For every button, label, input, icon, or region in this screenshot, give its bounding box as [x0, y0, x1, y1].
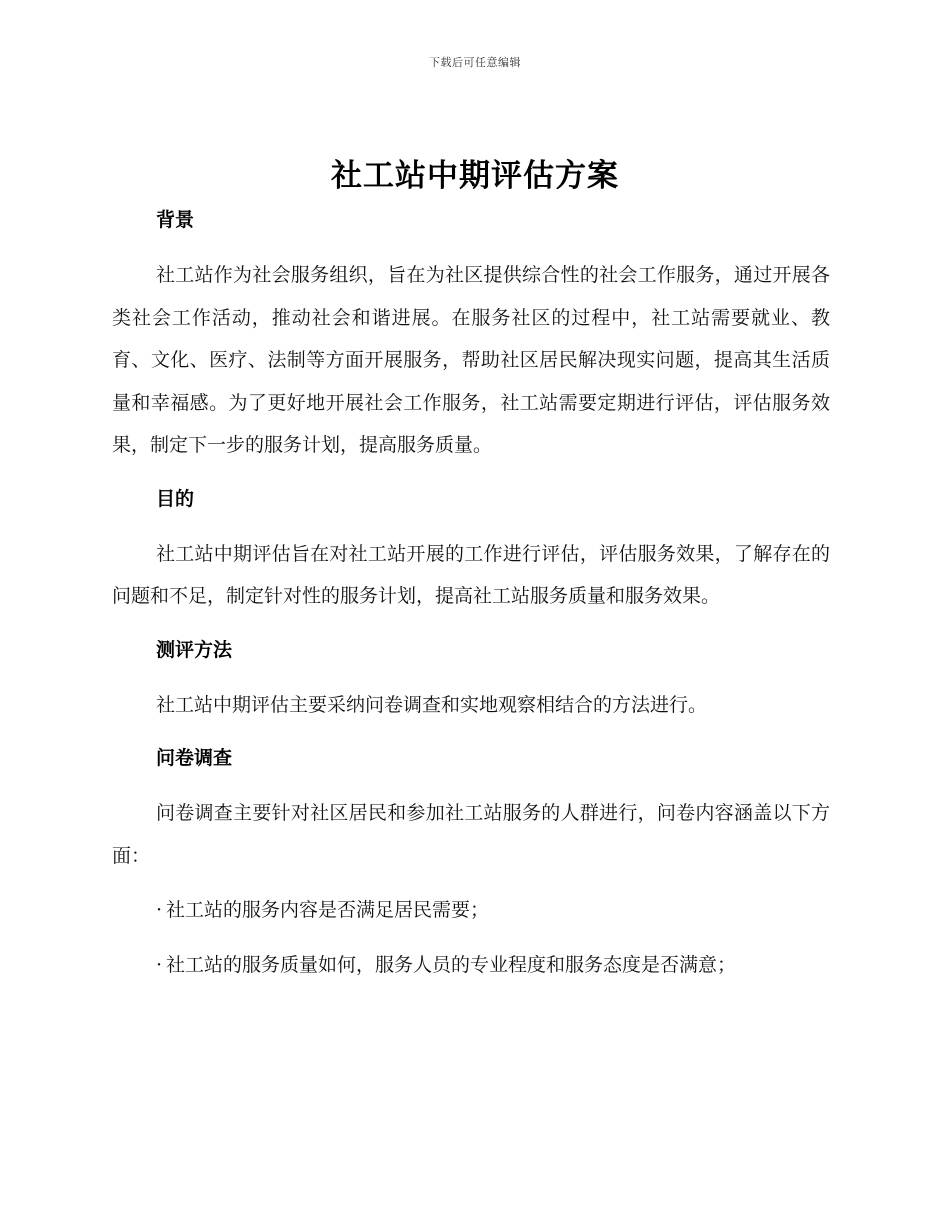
heading-background: 背景 [156, 209, 195, 231]
bullet-icon: · [156, 953, 163, 976]
paragraph-method: 社工站中期评估主要采纳问卷调查和实地观察相结合的方法进行。 [156, 693, 708, 716]
document-title: 社工站中期评估方案 [331, 158, 619, 194]
list-item [112, 889, 830, 932]
list-item [112, 944, 830, 987]
bullet-icon: · [156, 899, 163, 921]
heading-method: 测评方法 [156, 638, 233, 661]
list-item-text: 社工站的服务质量如何，服务人员的专业程度和服务态度是否满意； [166, 953, 737, 976]
header-note: 下载后可任意编辑 [429, 56, 521, 69]
heading-questionnaire: 问卷调查 [156, 747, 233, 769]
paragraph-background: 社工站作为社会服务组织，旨在为社区提供综合性的社会工作服务，通过开展各类社会工作活动，推动社会和谐进展。在服务社区的过程中，社工站需要就业、教育、文化、医疗、法制等方面开展服务，帮助社区居民解决现实问题，提高其生活质量和幸福感。为了更好地开展社会工作服务，社工站需要定期进行评估，评估服务效果，制定下一步的服务计划，提高服务质量。 [112, 264, 830, 456]
heading-purpose: 目的 [156, 487, 195, 510]
paragraph-purpose: 社工站中期评估旨在对社工站开展的工作进行评估，评估服务效果，了解存在的问题和不足，制定针对性的服务计划，提高社工站服务质量和服务效果。 [112, 542, 830, 607]
document-body [112, 200, 830, 986]
list-item-text: 社工站的服务内容是否满足居民需要； [166, 899, 490, 921]
paragraph-questionnaire: 问卷调查主要针对社区居民和参加社工站服务的人群进行，问卷内容涵盖以下方面： [112, 802, 830, 867]
